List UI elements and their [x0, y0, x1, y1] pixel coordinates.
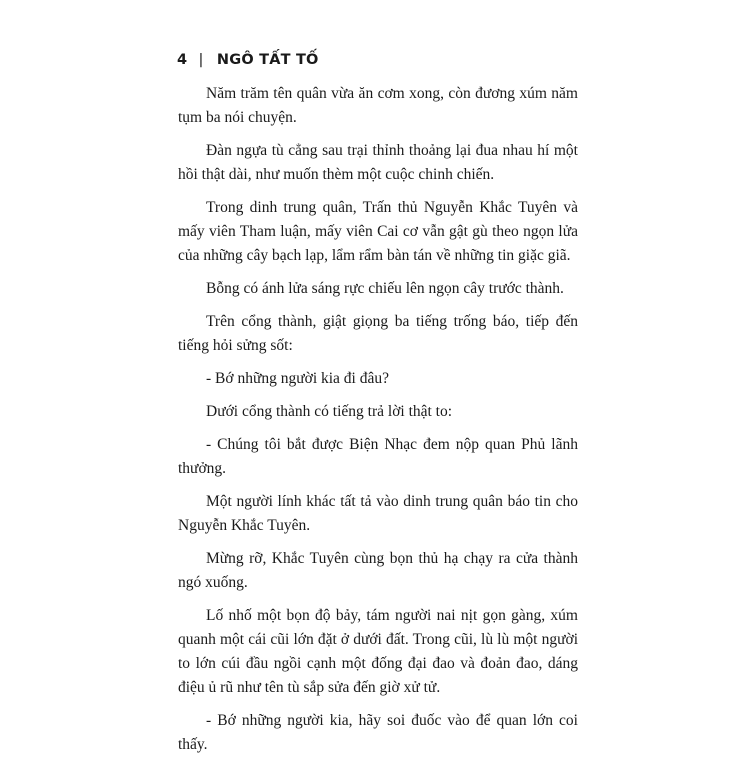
- paragraph: Trên cổng thành, giật giọng ba tiếng trống báo, tiếp đến tiếng hỏi sửng sốt:: [178, 313, 578, 354]
- paragraph: Bỗng có ánh lửa sáng rực chiếu lên ngọn cây trước thành.: [206, 280, 564, 297]
- paragraph: Mừng rỡ, Khắc Tuyên cùng bọn thủ hạ chạy ra cửa thành ngó xuống.: [178, 550, 578, 591]
- paragraph: Trong dinh trung quân, Trấn thủ Nguyễn Khắc Tuyên và mấy viên Tham luận, mấy viên Cai cơ vẫn gật gù theo ngọn lửa của những cây bạch lạp, lẩm rẩm bàn tán về những tin giặc giã.: [178, 199, 578, 264]
- paragraph: - Chúng tôi bắt được Biện Nhạc đem nộp quan Phủ lãnh thưởng.: [178, 436, 578, 477]
- running-header: [177, 52, 319, 68]
- page-number: 4: [177, 52, 188, 68]
- paragraph: - Bớ những người kia, hãy soi đuốc vào để quan lớn coi thấy.: [178, 712, 578, 753]
- page-body: [178, 82, 578, 766]
- paragraph: Năm trăm tên quân vừa ăn cơm xong, còn đương xúm năm tụm ba nói chuyện.: [178, 85, 578, 126]
- paragraph: Lố nhố một bọn độ bảy, tám người nai nịt gọn gàng, xúm quanh một cái cũi lớn đặt ở dưới đất. Trong cũi, lù lù một người to lớn cúi đầu ngồi cạnh một đống đại đao và đoản đao, dáng điệu ủ rũ như tên tù sắp sửa đến giờ xử tử.: [178, 607, 578, 696]
- paragraph: Dưới cổng thành có tiếng trả lời thật to:: [206, 403, 453, 420]
- paragraph: Đàn ngựa tù cẳng sau trại thỉnh thoảng lại đua nhau hí một hồi thật dài, như muốn thèm một cuộc chinh chiến.: [178, 142, 578, 183]
- header-separator: |: [198, 52, 204, 68]
- paragraph: - Bớ những người kia đi đâu?: [206, 370, 390, 387]
- paragraph: Một người lính khác tất tả vào dinh trung quân báo tin cho Nguyễn Khắc Tuyên.: [178, 493, 578, 534]
- author-name: NGÔ TẤT TỐ: [216, 52, 319, 68]
